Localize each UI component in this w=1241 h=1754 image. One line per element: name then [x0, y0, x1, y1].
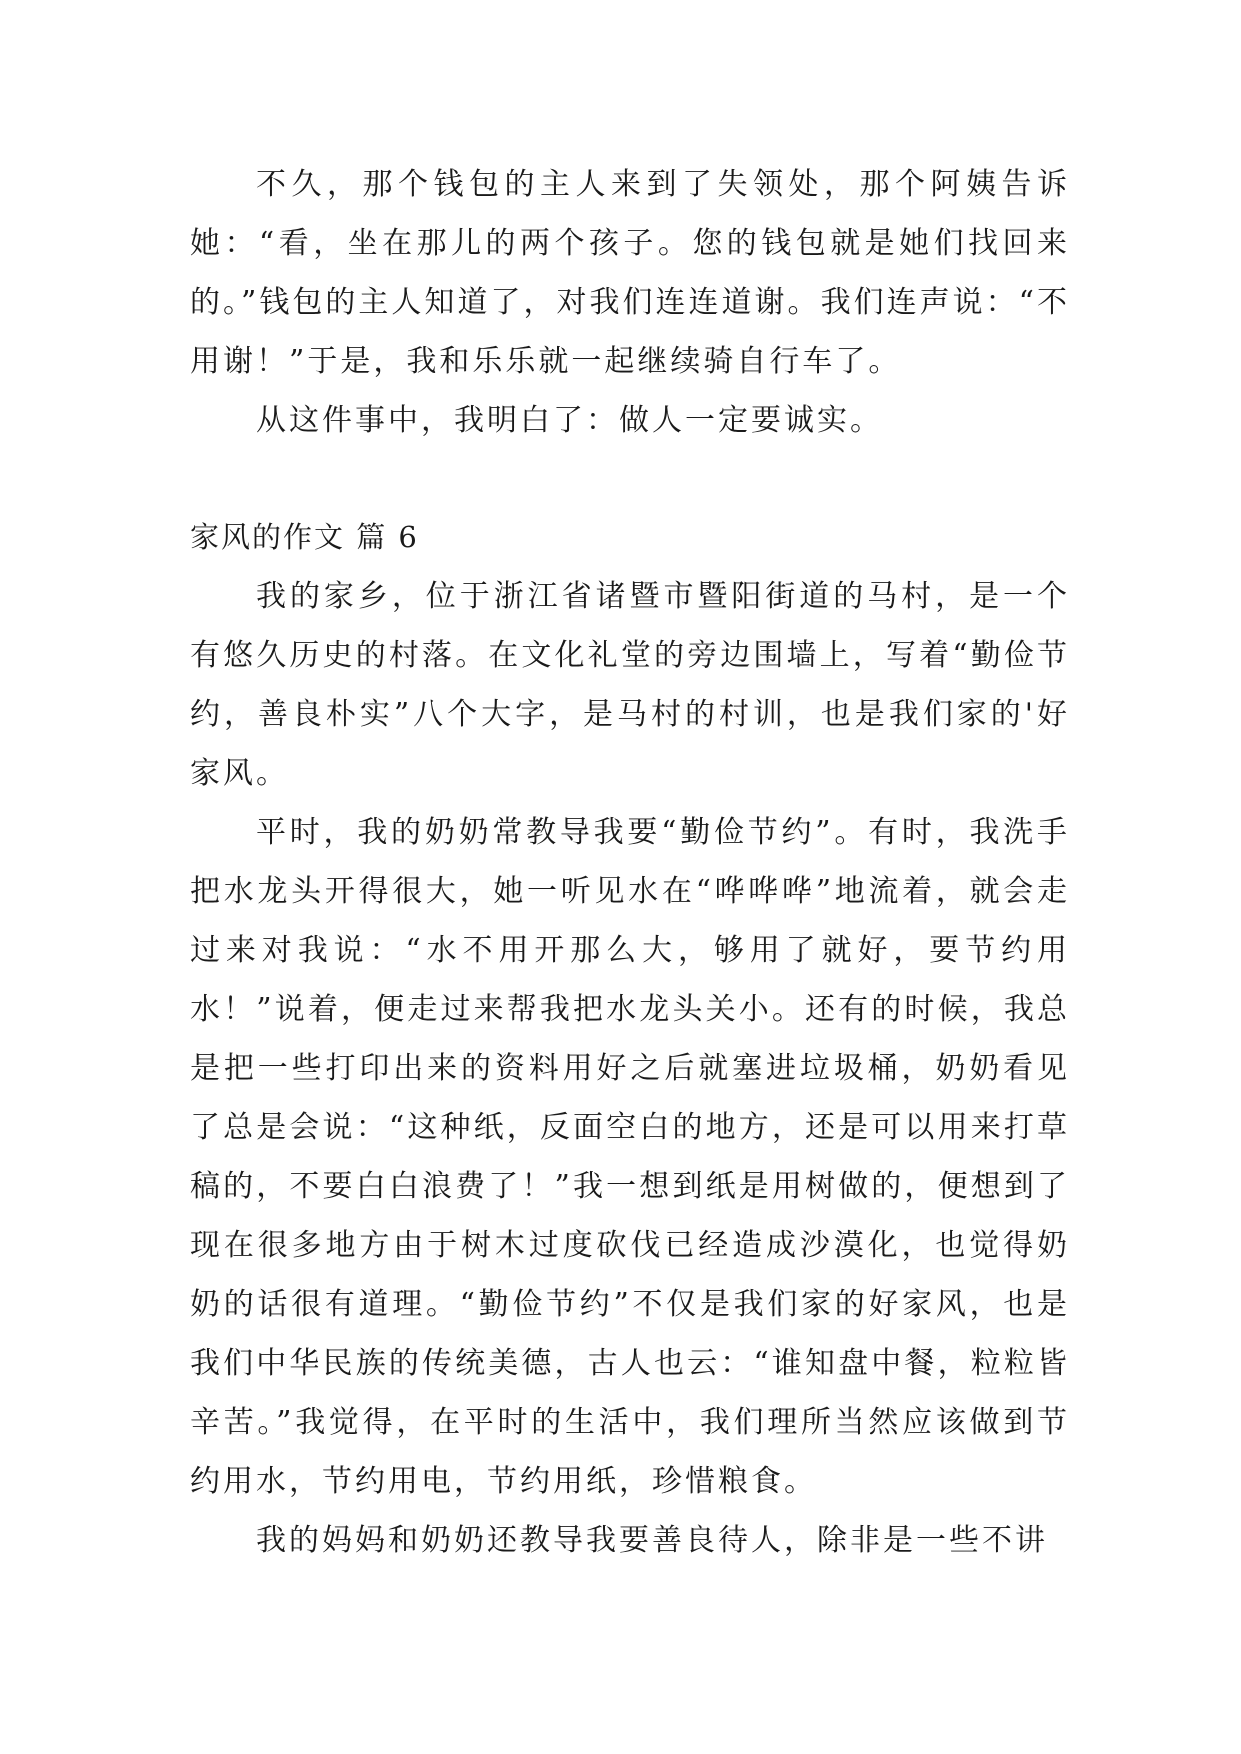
document-page	[190, 155, 1070, 1570]
paragraph: 我的妈妈和奶奶还教导我要善良待人，除非是一些不讲	[256, 1523, 1048, 1558]
paragraph: 从这件事中，我明白了：做人一定要诚实。	[256, 403, 883, 438]
paragraph: 我的家乡，位于浙江省诸暨市暨阳街道的马村，是一个有悠久历史的村落。在文化礼堂的旁边围墙上，写着“勤俭节约，善良朴实”八个大字，是马村的村训，也是我们家的'好家风。	[190, 579, 1070, 791]
paragraph: 平时，我的奶奶常教导我要“勤俭节约”。有时，我洗手把水龙头开得很大，她一听见水在“哗哗哗”地流着，就会走过来对我说：“水不用开那么大，够用了就好，要节约用水！”说着，便走过来帮我把水龙头关小。还有的时候，我总是把一些打印出来的资料用好之后就塞进垃圾桶，奶奶看见了总是会说：“这种纸，反面空白的地方，还是可以用来打草稿的，不要白白浪费了！”我一想到纸是用树做的，便想到了现在很多地方由于树木过度砍伐已经造成沙漠化，也觉得奶奶的话很有道理。“勤俭节约”不仅是我们家的好家风，也是我们中华民族的传统美德，古人也云：“谁知盘中餐，粒粒皆辛苦。”我觉得，在平时的生活中，我们理所当然应该做到节约用水，节约用电，节约用纸，珍惜粮食。	[190, 815, 1070, 1499]
section-heading: 家风的作文 篇 6	[190, 520, 419, 554]
paragraph: 不久，那个钱包的主人来到了失领处，那个阿姨告诉她：“看，坐在那儿的两个孩子。您的钱包就是她们找回来的。”钱包的主人知道了，对我们连连道谢。我们连声说：“不用谢！”于是，我和乐乐就一起继续骑自行车了。	[190, 167, 1070, 379]
